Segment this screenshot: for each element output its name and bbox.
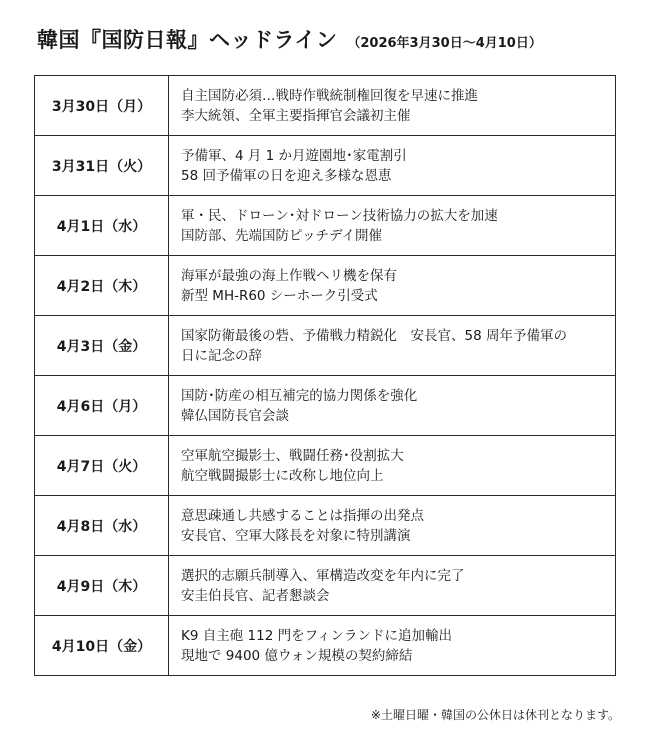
headline-line-1: 海軍が最強の海上作戦ヘリ機を保有 [181,267,397,284]
row-date: 4月9日（木） [35,556,169,616]
headline-line-1: 国家防衛最後の砦、予備戦力精鋭化 安長官、58 周年予備軍の [181,327,567,344]
row-date: 4月1日（水） [35,196,169,256]
table-row [35,136,616,196]
headline-line-2: 日に記念の辞 [181,347,262,364]
row-date: 4月8日（水） [35,496,169,556]
table-row [35,436,616,496]
headline-line-2: 安長官、空軍大隊長を対象に特別講演 [181,527,411,544]
headline-line-2: 国防部、先端国防ピッチデイ開催 [181,227,383,244]
headline-line-2: 新型 MH-R60 シーホーク引受式 [181,287,378,304]
headline-line-2: 李大統領、全軍主要指揮官会議初主催 [181,107,411,124]
table-row [35,556,616,616]
row-date: 4月10日（金） [35,616,169,676]
headline-table [34,75,616,676]
row-headline [169,316,616,376]
row-date: 3月31日（火） [35,136,169,196]
headline-line-1: 自主国防必須…戦時作戦統制権回復を早速に推進 [181,87,478,104]
headline-line-2: 航空戦闘撮影士に改称し地位向上 [181,467,384,484]
page-title: 韓国『国防日報』ヘッドライン [37,28,338,52]
table-row [35,76,616,136]
row-headline [169,76,616,136]
row-headline [169,616,616,676]
row-headline [169,136,616,196]
row-date: 4月3日（金） [35,316,169,376]
table-row [35,496,616,556]
row-headline [169,256,616,316]
table-row [35,196,616,256]
row-headline [169,196,616,256]
headline-line-2: 現地で 9400 億ウォン規模の契約締結 [181,647,413,664]
headline-line-2: 58 回予備軍の日を迎え多様な恩恵 [181,167,392,184]
date-range: （2026年3月30日～4月10日） [347,36,542,51]
row-headline [169,376,616,436]
headline-line-2: 韓仏国防長官会談 [181,407,289,424]
row-headline [169,556,616,616]
footnote: ※土曜日曜・韓国の公休日は休刊となります。 [370,708,620,722]
table-row [35,376,616,436]
table-row [35,256,616,316]
headline-line-1: 選択的志願兵制導入、軍構造改変を年内に完了 [181,567,465,584]
row-date: 3月30日（月） [35,76,169,136]
row-headline [169,436,616,496]
table-row [35,316,616,376]
row-date: 4月2日（木） [35,256,169,316]
row-date: 4月6日（月） [35,376,169,436]
headline-line-2: 安圭伯長官、記者懇談会 [181,587,330,604]
headline-line-1: 軍・民、ドローン･対ドローン技術協力の拡大を加速 [181,207,498,224]
row-date: 4月7日（火） [35,436,169,496]
headline-line-1: 意思疎通し共感することは指揮の出発点 [181,507,424,524]
page-header [37,24,542,54]
headline-line-1: K9 自主砲 112 門をフィンランドに追加輸出 [181,627,453,644]
row-headline [169,496,616,556]
headline-line-1: 予備軍、4 月 1 か月遊園地･家電割引 [181,147,407,164]
headline-line-1: 国防･防産の相互補完的協力関係を強化 [181,387,418,404]
headline-line-1: 空軍航空撮影士、戦闘任務･役割拡大 [181,447,404,464]
table-row [35,616,616,676]
